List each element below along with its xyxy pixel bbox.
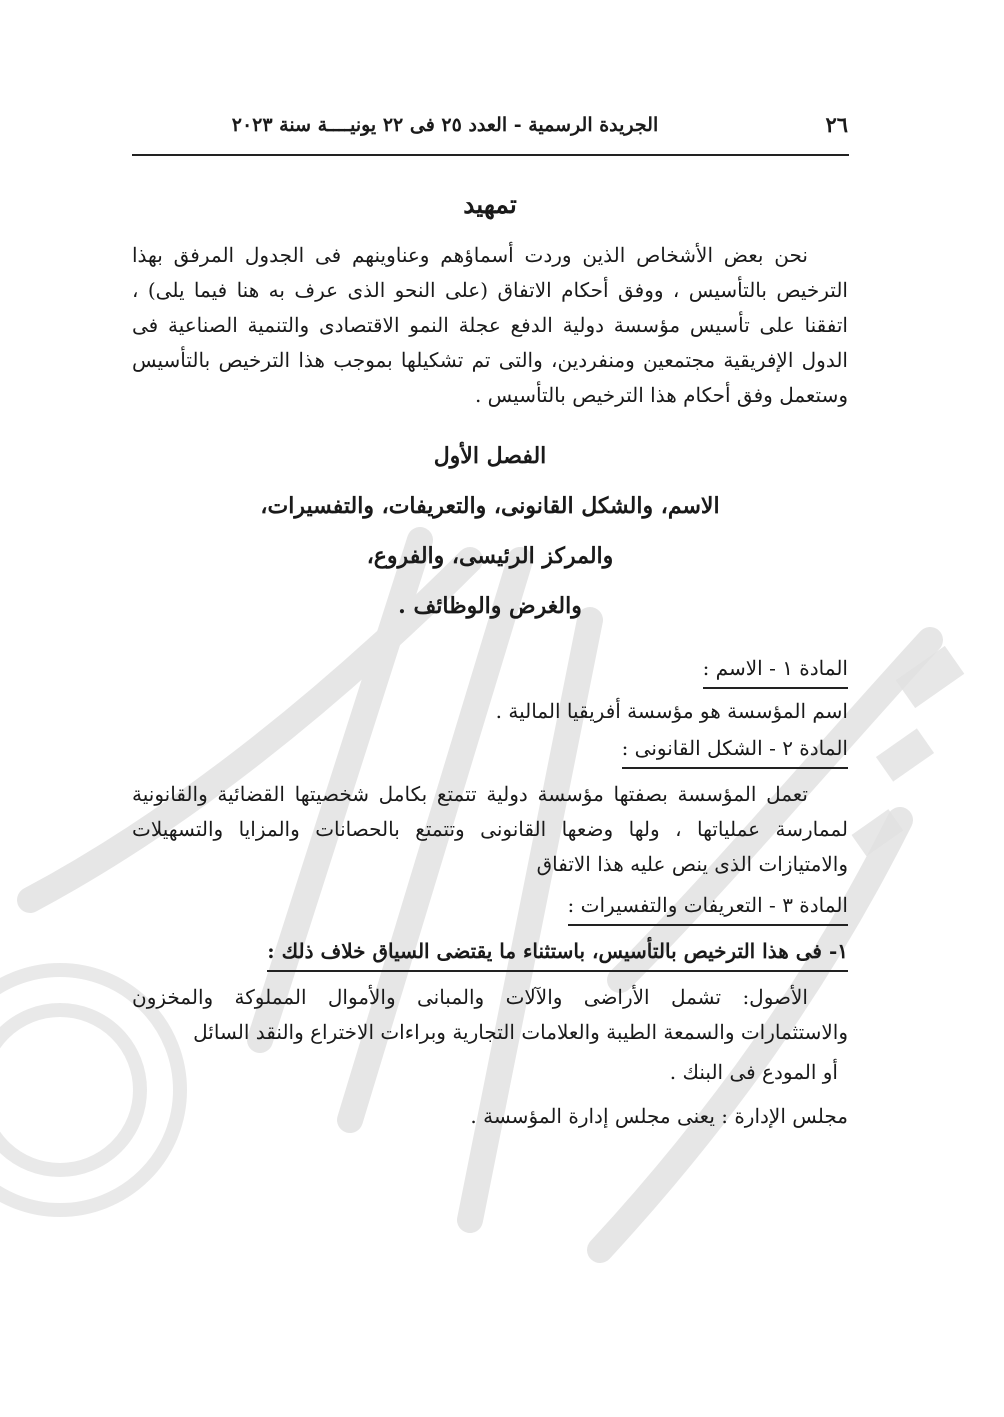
- preamble-heading: تمهيد: [463, 190, 517, 219]
- gazette-title: الجريدة الرسمية - العدد ٢٥ فى ٢٢ يونيــــة سنة ٢٠٢٣: [231, 114, 659, 136]
- article-3-heading: [132, 892, 848, 926]
- page-header: [132, 112, 848, 152]
- article-1-title: المادة ١ - الاسم :: [703, 655, 848, 689]
- article-3-intro-text: ١- فى هذا الترخيص بالتأسيس، باستثناء ما يقتضى السياق خلاف ذلك :: [267, 938, 848, 972]
- preamble-paragraph: نحن بعض الأشخاص الذين وردت أسماؤهم وعناوينهم فى الجدول المرفق بهذا الترخيص بالتأسيس ، ووفق أحكام الاتفاق (على النحو الذى عرف به هنا فيما يلى) ، اتفقنا على تأسيس مؤسسة دولية الدفع عجلة النمو الاقتصادى والتنمية الصناعية فى الدول الإفريقية مجتمعين ومنفردين، والتى تم تشكيلها بموجب هذا الترخيص بالتأسيس وستعمل وفق أحكام هذا الترخيص بالتأسيس .: [132, 243, 848, 407]
- header-rule: [132, 154, 849, 156]
- article-3-intro: [132, 938, 848, 972]
- article-2-title: المادة ٢ - الشكل القانونى :: [622, 735, 848, 769]
- chapter-title: الفصل الأول: [433, 443, 547, 469]
- article-2-heading: [132, 735, 848, 769]
- article-2-text: تعمل المؤسسة بصفتها مؤسسة دولية تتمتع بكامل شخصيتها القضائية والقانونية لممارسة عملياتها ، ولها وضعها القانونى وتتمتع بالحصانات والمزايا والتسهيلات والامتيازات الذى ينص عليه هذا الاتفاق: [132, 782, 848, 876]
- article-3-assets: الأصول: تشمل الأراضى والآلات والمبانى والأموال المملوكة والمخزون والاستثمارات والسمعة الطيبة والعلامات التجارية وبراءات الاختراع والنقد السائل: [132, 985, 848, 1044]
- article-1-text: اسم المؤسسة هو مؤسسة أفريقيا المالية .: [495, 699, 848, 723]
- article-3-board: مجلس الإدارة : يعنى مجلس إدارة المؤسسة .: [470, 1104, 848, 1128]
- article-3-assets-end: أو المودع فى البنك .: [669, 1060, 838, 1084]
- page-number: ٢٦: [825, 112, 848, 137]
- article-1-heading: [132, 655, 848, 689]
- chapter-subtitle-1: الاسم، والشكل القانونى، والتعريفات، والتفسيرات،: [260, 493, 720, 519]
- document-body: [132, 186, 848, 1138]
- article-3-title: المادة ٣ - التعريفات والتفسيرات :: [568, 892, 848, 926]
- chapter-subtitle-2: والمركز الرئيسى، والفروع،: [366, 543, 614, 569]
- chapter-subtitle-3: والغرض والوظائف .: [398, 593, 582, 619]
